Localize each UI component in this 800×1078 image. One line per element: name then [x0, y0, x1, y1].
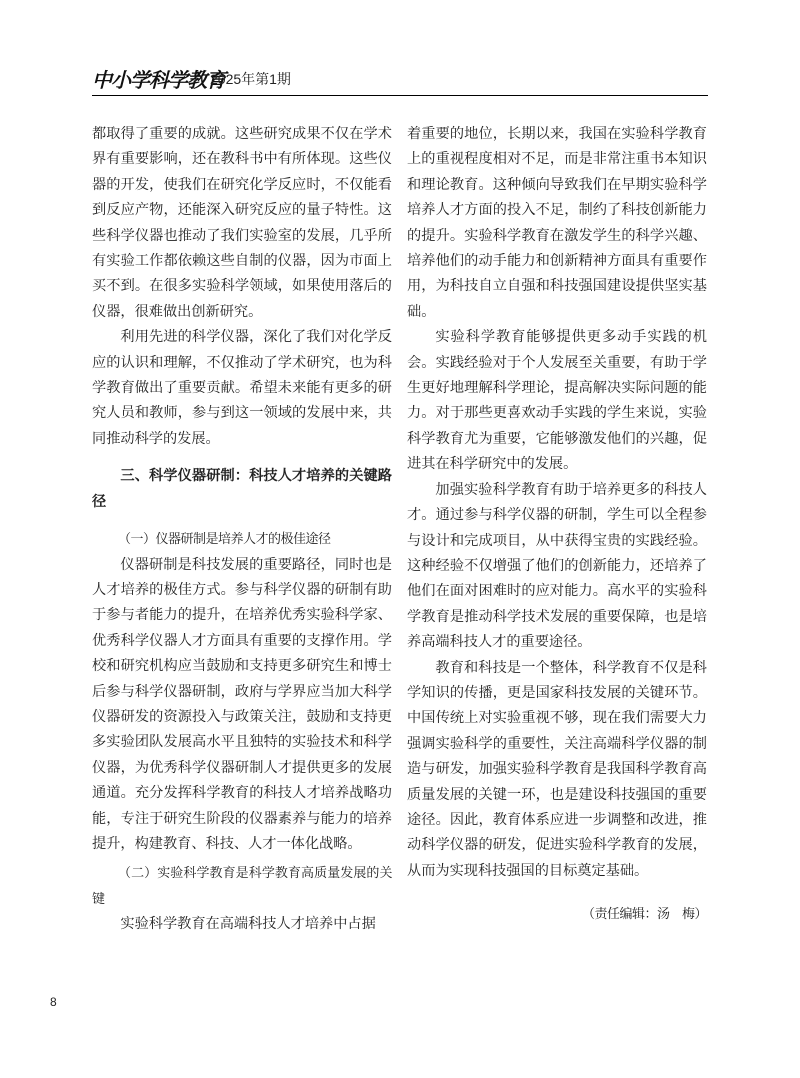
paragraph: 仪器研制是科技发展的重要路径，同时也是人才培养的极佳方式。参与科学仪器的研制有助于参与者能力的提升，在培养优秀实验科学家、优秀科学仪器人才方面具有重要的支撑作用。学校和研究机构应当鼓励和支持更多研究生和博士后参与科学仪器研制，政府与学界应当加大科学仪器研发的资源投入与政策关注，鼓励和支持更多实验团队发展高水平且独特的实验技术和科学仪器，为优秀科学仪器研制人才提供更多的发展通道。充分发挥科学教育的科技人才培养战略功能，专注于研究生阶段的仪器素养与能力的培养提升，构建教育、科技、人才一体化战略。: [92, 556, 392, 852]
journal-name: 中小学科学教育: [92, 68, 225, 92]
paragraph: 利用先进的科学仪器，深化了我们对化学反应的认识和理解，不仅推动了学术研究，也为科学教育做出了重要贡献。希望未来能有更多的研究人员和教师，参与到这一领域的发展中来，共同推动科学的发展。: [92, 329, 392, 447]
paragraph: 实验科学教育在高端科技人才培养中占据: [120, 916, 376, 933]
section-heading: 三、科学仪器研制：科技人才培养的关键路径: [92, 468, 392, 510]
subsection-heading: （一）仪器研制是培养人才的极佳途径: [118, 532, 331, 548]
paragraph: 教育和科技是一个整体，科学教育不仅是科学知识的传播，更是国家科技发展的关键环节。中国传统上对实验重视不够，现在我们需要大力强调实验科学的重要性，关注高端科学仪器的制造与研发，加强实验科学教育是我国科学教育高质量发展的关键一环，也是建设科技强国的重要途径。因此，教育体系应进一步调整和改进，推动科学仪器的研发，促进实验科学教育的发展，从而为实现科技强国的目标奠定基础。: [407, 659, 707, 879]
page-number: 8: [50, 995, 57, 1009]
paragraph: 加强实验科学教育有助于培养更多的科技人才。通过参与科学仪器的研制，学生可以全程参与设计和完成项目，从中获得宝贵的实践经验。这种经验不仅增强了他们的创新能力，还培养了他们在面对困难时的应对能力。高水平的实验科学教育是推动科学技术发展的重要保障，也是培养高端科技人才的重要途径。: [407, 481, 707, 651]
right-column: [407, 122, 707, 928]
left-column: [92, 122, 392, 938]
paragraph: 实验科学教育能够提供更多动手实践的机会。实践经验对于个人发展至关重要，有助于学生更好地理解科学理论，提高解决实际问题的能力。对于那些更喜欢动手实践的学生来说，实验科学教育尤为重要，它能够激发他们的兴趣，促进其在科学研究中的发展。: [407, 329, 707, 473]
header-rule: [92, 95, 708, 96]
paragraph: 着重要的地位，长期以来，我国在实验科学教育上的重视程度相对不足，而是非常注重书本知识和理论教育。这种倾向导致我们在早期实验科学培养人才方面的投入不足，制约了科技创新能力的提升。实验科学教育在激发学生的科学兴趣、培养他们的动手能力和创新精神方面具有重要作用，为科技自立自强和科技强国建设提供坚实基础。: [407, 126, 707, 320]
editor-credit: （责任编辑：汤 梅）: [581, 907, 707, 923]
issue-label: 2025年第1期: [210, 71, 291, 87]
subsection-heading: （二）实验科学教育是科学教育高质量发展的关键: [92, 866, 392, 907]
paragraph: 都取得了重要的成就。这些研究成果不仅在学术界有重要影响，还在教科书中有所体现。这些仪器的开发，使我们在研究化学反应时，不仅能看到反应产物，还能深入研究反应的量子特性。这些科学仪器也推动了我们实验室的发展，几乎所有实验工作都依赖这些自制的仪器，因为市面上买不到。在很多实验科学领域，如果使用落后的仪器，很难做出创新研究。: [92, 126, 392, 320]
